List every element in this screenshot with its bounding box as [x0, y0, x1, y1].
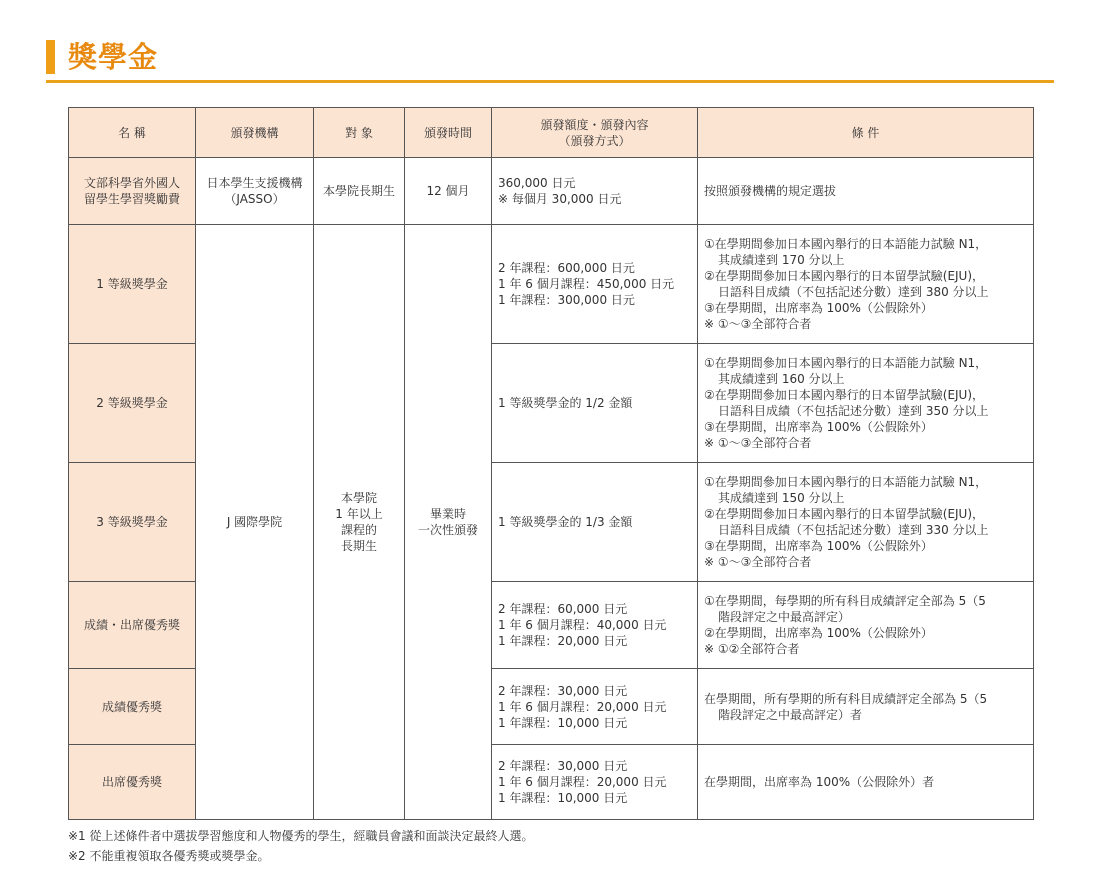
cell-name: 1 等級獎學金 — [69, 225, 196, 344]
cell-org — [196, 158, 314, 225]
table-row — [69, 158, 1034, 225]
condition-line: ③在學期間，出席率為 100%（公假除外） — [704, 539, 933, 553]
condition-line: ②在學期間參加日本國內舉行的日本留學試驗(EJU)， — [704, 388, 985, 402]
amount-line: 1 年課程：300,000 日元 — [498, 293, 635, 307]
cell-condition — [698, 463, 1034, 582]
shared-timing-line1: 畢業時 — [429, 507, 466, 521]
amount-line: 1 年 6 個月課程：40,000 日元 — [498, 618, 667, 632]
condition-line: ③在學期間，出席率為 100%（公假除外） — [704, 420, 933, 434]
footnote-2: ※2 不能重複領取各優秀獎或獎學金。 — [68, 849, 270, 863]
condition-line: ②在學期間參加日本國內舉行的日本留學試驗(EJU)， — [704, 269, 985, 283]
amount-line: 2 年課程：600,000 日元 — [498, 261, 635, 275]
condition-line: ①在學期間參加日本國內舉行的日本語能力試驗 N1， — [704, 475, 988, 489]
condition-line: ①在學期間參加日本國內舉行的日本語能力試驗 N1， — [704, 237, 988, 251]
jasso-name-line1: 文部科學省外國人 — [83, 176, 180, 190]
condition-line: 其成績達到 150 分以上 — [718, 491, 845, 505]
scholarship-table — [68, 107, 1034, 820]
amount-line: 1 年課程：10,000 日元 — [498, 715, 628, 730]
shared-target-line2: 1 年以上 — [335, 507, 383, 521]
cell-name: 成績・出席優秀獎 — [69, 582, 196, 669]
cell-timing-shared — [405, 225, 492, 820]
amount-line: 1 年課程：10,000 日元 — [498, 791, 628, 805]
title-accent-bar — [46, 40, 55, 74]
footnote-1: ※1 從上述條件者中選拔學習態度和人物優秀的學生，經職員會議和面談決定最終人選。 — [68, 829, 534, 843]
table-header-row — [69, 108, 1034, 158]
condition-note: ※ ①～③全部符合者 — [704, 436, 812, 450]
section-title — [46, 36, 1054, 83]
condition-note: ※ ①～③全部符合者 — [704, 317, 812, 331]
cell-amount: 1 等級獎學金的 1/2 金額 — [492, 344, 698, 463]
header-timing: 頒發時間 — [405, 108, 492, 158]
jasso-name-line2: 留學生學習獎勵費 — [83, 192, 180, 206]
cell-condition — [698, 344, 1034, 463]
condition-line: ①在學期間參加日本國內舉行的日本語能力試驗 N1， — [704, 356, 988, 370]
cell-amount — [492, 745, 698, 820]
amount-line: 1 年 6 個月課程：450,000 日元 — [498, 277, 675, 291]
table-row — [69, 225, 1034, 344]
header-conditions: 條 件 — [698, 108, 1034, 158]
amount-line: 1 年課程：20,000 日元 — [498, 634, 628, 648]
condition-line: 日語科目成績（不包括記述分數）達到 350 分以上 — [718, 404, 989, 418]
cell-condition — [698, 582, 1034, 669]
header-org: 頒發機構 — [196, 108, 314, 158]
condition-line: 其成績達到 170 分以上 — [718, 253, 845, 267]
cell-amount: 1 等級獎學金的 1/3 金額 — [492, 463, 698, 582]
cell-name: 成績優秀獎 — [69, 669, 196, 745]
cell-target: 本學院長期生 — [314, 158, 405, 225]
condition-note: ※ ①～③全部符合者 — [704, 555, 812, 569]
shared-target-line3: 課程的 — [340, 523, 377, 537]
condition-line: 日語科目成績（不包括記述分數）達到 330 分以上 — [718, 523, 989, 537]
condition-line: ②在學期間參加日本國內舉行的日本留學試驗(EJU)， — [704, 507, 985, 521]
amount-line: 2 年課程：30,000 日元 — [498, 759, 628, 773]
condition-note: ※ ①②全部符合者 — [704, 642, 800, 656]
amount-line: 1 年 6 個月課程：20,000 日元 — [498, 699, 667, 714]
cell-name: 出席優秀獎 — [69, 745, 196, 820]
condition-line: ③在學期間，出席率為 100%（公假除外） — [704, 301, 933, 315]
jasso-org-line1: 日本學生支援機構 — [206, 176, 303, 190]
page-title: 獎學金 — [68, 40, 159, 74]
amount-line: 2 年課程：60,000 日元 — [498, 602, 628, 616]
amount-line: 1 年 6 個月課程：20,000 日元 — [498, 775, 667, 789]
cell-condition: 在學期間，出席率為 100%（公假除外）者 — [698, 745, 1034, 820]
header-amount — [492, 108, 698, 158]
jasso-amount-line2: ※ 每個月 30,000 日元 — [498, 192, 622, 206]
header-amount-line2: （頒發方式） — [558, 133, 631, 148]
header-target: 對 象 — [314, 108, 405, 158]
cell-amount — [492, 225, 698, 344]
cell-amount — [492, 669, 698, 745]
condition-line: 階段評定之中最高評定）者 — [718, 707, 863, 722]
cell-name — [69, 158, 196, 225]
condition-line: ①在學期間，每學期的所有科目成績評定全部為 5（5 — [704, 594, 986, 608]
cell-condition — [698, 225, 1034, 344]
condition-line: 在學期間，所有學期的所有科目成績評定全部為 5（5 — [704, 691, 988, 706]
amount-line: 2 年課程：30,000 日元 — [498, 683, 628, 698]
jasso-amount-line1: 360,000 日元 — [498, 176, 576, 190]
condition-line: 其成績達到 160 分以上 — [718, 372, 845, 386]
shared-timing-line2: 一次性頒發 — [417, 523, 478, 537]
condition-line: ②在學期間，出席率為 100%（公假除外） — [704, 626, 933, 640]
cell-amount — [492, 158, 698, 225]
footnotes — [68, 826, 534, 866]
condition-line: 階段評定之中最高評定） — [718, 610, 851, 624]
condition-line: 日語科目成績（不包括記述分數）達到 380 分以上 — [718, 285, 989, 299]
cell-timing: 12 個月 — [405, 158, 492, 225]
header-amount-line1: 頒發額度・頒發內容 — [540, 117, 649, 132]
jasso-org-line2: （JASSO） — [224, 192, 285, 206]
header-name: 名 稱 — [69, 108, 196, 158]
cell-target-shared — [314, 225, 405, 820]
cell-name: 3 等級獎學金 — [69, 463, 196, 582]
cell-condition: 按照頒發機構的規定選拔 — [698, 158, 1034, 225]
cell-name: 2 等級獎學金 — [69, 344, 196, 463]
cell-amount — [492, 582, 698, 669]
cell-condition — [698, 669, 1034, 745]
shared-target-line4: 長期生 — [340, 539, 377, 553]
shared-target-line1: 本學院 — [340, 491, 377, 505]
cell-org-shared: J 國際學院 — [196, 225, 314, 820]
